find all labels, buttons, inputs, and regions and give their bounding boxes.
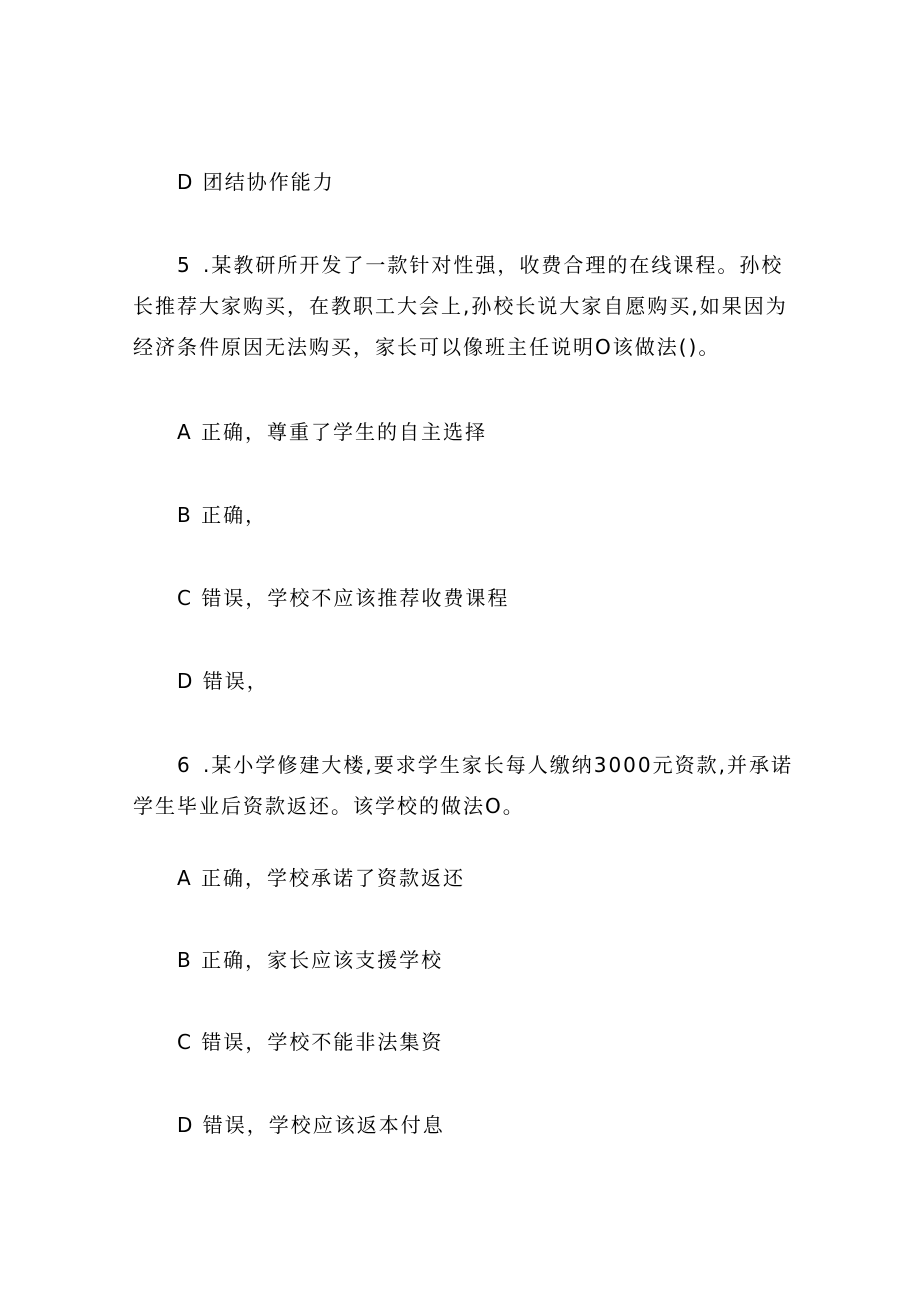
q5-number: 5 xyxy=(177,253,192,277)
q6-stem-line-1 xyxy=(177,745,837,785)
q6-option-a: A 正确，学校承诺了资款返还 xyxy=(177,866,466,890)
q5-stem-line-2: 长推荐大家购买，在教职工大会上,孙校长说大家自愿购买,如果因为 xyxy=(133,294,788,318)
q4-option-d: D 团结协作能力 xyxy=(177,170,335,194)
q6-option-d: D 错误，学校应该返本付息 xyxy=(177,1113,445,1137)
q5-option-b: B 正确， xyxy=(177,503,268,527)
q5-stem-text-1: .某教研所开发了一款针对性强，收费合理的在线课程。孙校 xyxy=(203,253,784,277)
q5-option-a: A 正确，尊重了学生的自主选择 xyxy=(177,420,488,444)
q6-stem-text-1: .某小学修建大楼,要求学生家长每人缴纳3000元资款,并承诺 xyxy=(203,753,793,777)
q6-option-c: C 错误，学校不能非法集资 xyxy=(177,1030,444,1054)
q6-option-b: B 正确，家长应该支援学校 xyxy=(177,948,444,972)
q5-stem-line-3: 经济条件原因无法购买，家长可以像班主任说明O该做法()。 xyxy=(133,335,721,359)
q6-stem-line-2: 学生毕业后资款返还。该学校的做法O。 xyxy=(133,794,525,818)
q5-stem-line-1 xyxy=(177,245,837,285)
q6-number: 6 xyxy=(177,753,192,777)
q5-option-c: C 错误，学校不应该推荐收费课程 xyxy=(177,586,510,610)
q5-option-d: D 错误， xyxy=(177,669,269,693)
